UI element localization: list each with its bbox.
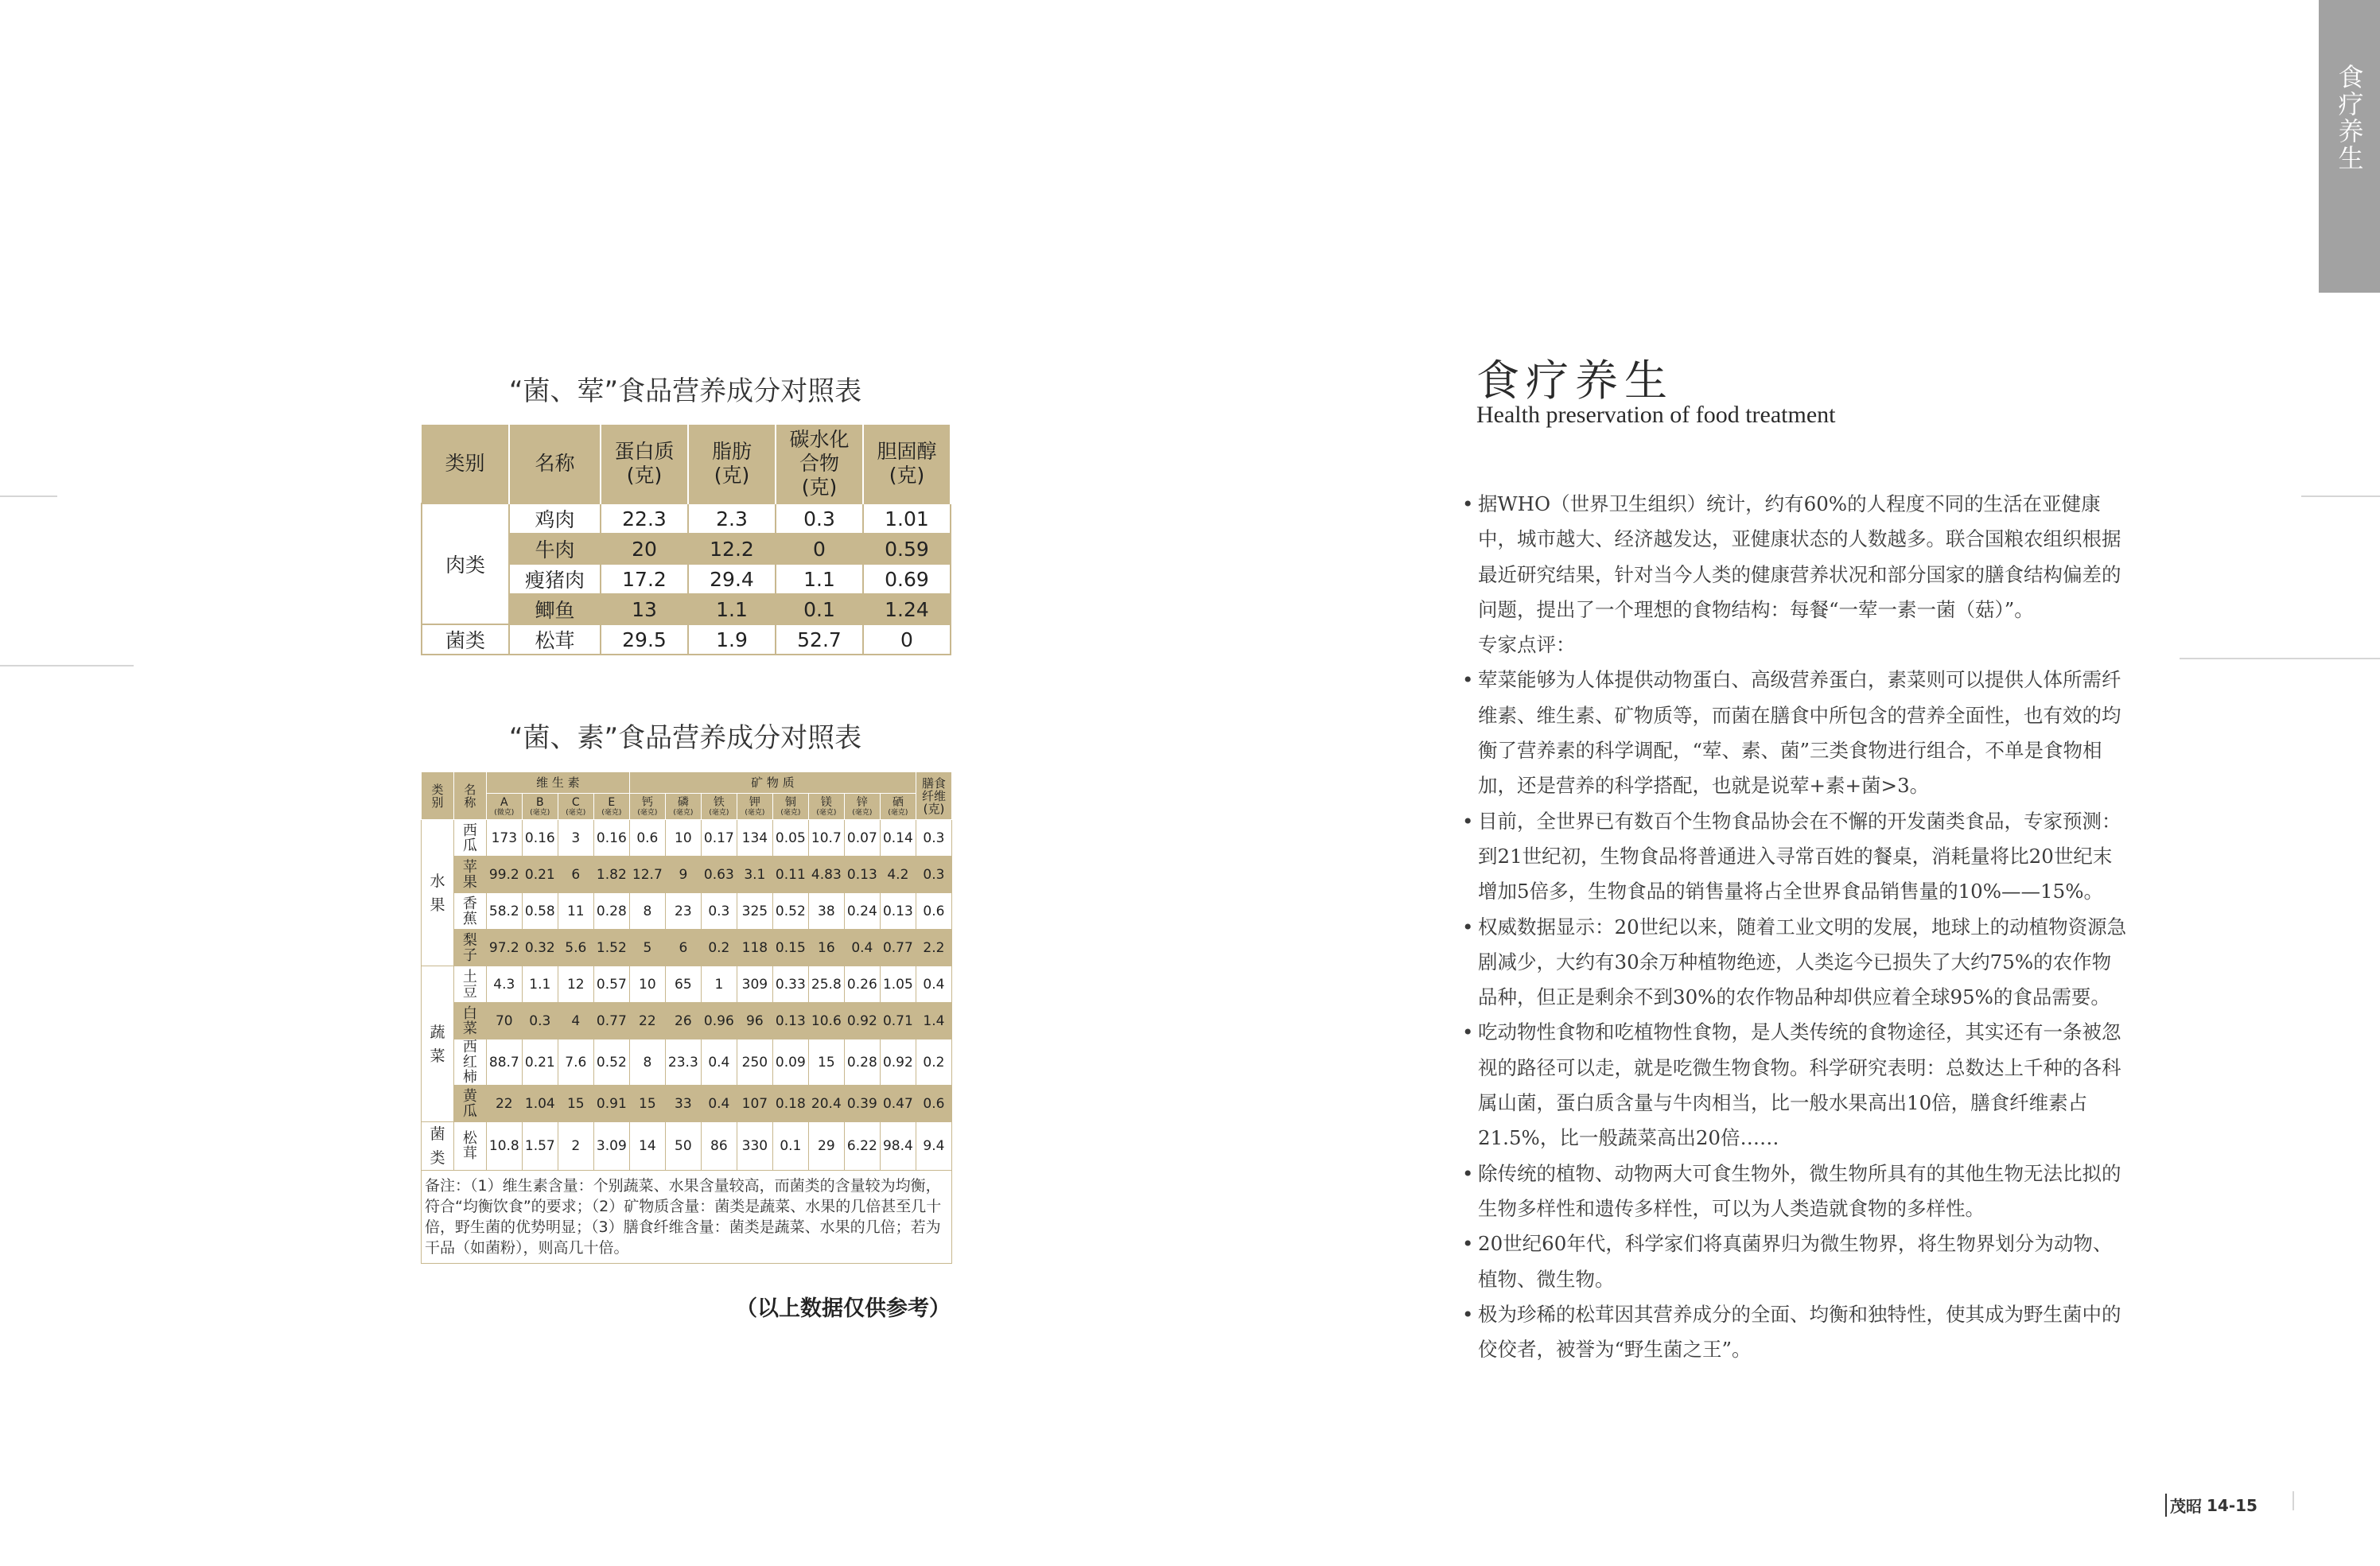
table2-value: 25.8 [808,966,844,1003]
table2-value: 0.6 [629,820,665,857]
table2-subheader [665,794,701,820]
table2-value: 0.6 [916,893,951,930]
table2-value: 4.3 [486,966,522,1003]
table2-subheader-label: B [536,795,544,809]
table1-value: 20 [601,534,688,564]
table2-value: 9 [665,857,701,893]
table2-subheader-label: 锌 [856,795,868,809]
table2-value: 0.39 [844,1086,880,1122]
table2-header-vitamin: 维 生 素 [486,772,629,794]
table2-value: 6 [665,930,701,966]
table2-subheader [522,794,558,820]
table2-subheader-label: 镁 [820,795,832,809]
table2-value: 0.33 [772,966,808,1003]
table2-value: 0.24 [844,893,880,930]
table1-header: 蛋白质 (克) [601,425,688,503]
table2-value: 10.8 [486,1122,522,1171]
table-row [422,966,952,1003]
crop-mark [2292,1491,2294,1510]
table2-value: 118 [737,930,772,966]
table2-subheader-unit: (毫克) [566,808,586,817]
table2-value: 0.52 [772,893,808,930]
table-row [422,1003,952,1039]
section-tab-label: 食疗养生 [2334,64,2365,172]
table2-subheader-label: 铁 [713,795,725,809]
table2-name: 西 瓜 [453,820,486,857]
table1-value: 2.3 [688,503,776,534]
table2-subheader [808,794,844,820]
table2-value: 0.57 [593,966,629,1003]
table2-value: 0.47 [880,1086,916,1122]
table1-header: 碳水化 合物 (克) [776,425,863,503]
table2-value: 0.28 [593,893,629,930]
table2-value: 0.91 [593,1086,629,1122]
table2-name: 香 蕉 [453,893,486,930]
table2-value: 4.83 [808,857,844,893]
table2-title: “菌、素”食品营养成分对照表 [508,722,862,754]
table2-value: 23.3 [665,1039,701,1086]
table2-value: 12 [558,966,593,1003]
table1-header: 胆固醇 (克) [863,425,951,503]
table2-subheader-label: E [608,795,616,809]
table-row [422,930,952,966]
article-body [1462,487,2130,1367]
table2-header-fiber: 膳食 纤维 (克) [916,772,951,820]
table1-value: 0 [776,534,863,564]
table2-value: 10 [665,820,701,857]
table2-value: 98.4 [880,1122,916,1171]
reference-note: （以上数据仅供参考） [736,1296,951,1321]
table2-value: 11 [558,893,593,930]
table2-value: 0.16 [522,820,558,857]
table2-value: 0.2 [701,930,737,966]
table2-value: 8 [629,893,665,930]
table2-subheader-label: 钾 [749,795,760,809]
table2-value: 0.3 [522,1003,558,1039]
table-row [422,1086,952,1122]
table2-value: 1 [701,966,737,1003]
table1-name: 松茸 [509,624,601,655]
table2-value: 10.7 [808,820,844,857]
table2-value: 26 [665,1003,701,1039]
table2-value: 3 [558,820,593,857]
crop-mark [2301,495,2380,497]
table2-subheader [737,794,772,820]
table2-value: 15 [808,1039,844,1086]
table2-value: 0.32 [522,930,558,966]
table2-subheader-unit: (毫克) [888,808,908,817]
table2-value: 330 [737,1122,772,1171]
table1-value: 1.24 [863,594,951,624]
crop-mark [0,495,57,497]
table2-value: 9.4 [916,1122,951,1171]
table2-subheader-label: 硒 [892,795,904,809]
table2-value: 0.2 [916,1039,951,1086]
table1-name: 鲫鱼 [509,594,601,624]
table1-value: 0.1 [776,594,863,624]
article-paragraph: • 极为珍稀的松茸因其营养成分的全面、均衡和独特性，使其成为野生菌中的佼佼者，被誉为“野生菌之王”。 [1462,1297,2130,1368]
table-row [422,1122,952,1171]
table2-value: 6 [558,857,593,893]
table2-value: 1.1 [522,966,558,1003]
table1-name: 瘦猪肉 [509,564,601,594]
table1-value: 1.1 [776,564,863,594]
table2-subheader [486,794,522,820]
table2-subheader-label: 铜 [784,795,796,809]
table2-value: 1.4 [916,1003,951,1039]
table2-value: 33 [665,1086,701,1122]
table2-subheader [844,794,880,820]
meat-mushroom-nutrition-table [421,425,951,655]
table2-value: 65 [665,966,701,1003]
table2-value: 16 [808,930,844,966]
crop-mark [2180,658,2380,659]
table2-category: 水 果 [422,820,454,966]
table2-subheader [772,794,808,820]
table2-value: 86 [701,1122,737,1171]
table1-value: 0.59 [863,534,951,564]
table1-value: 0 [863,624,951,655]
table2-value: 0.96 [701,1003,737,1039]
article-paragraph: • 目前，全世界已有数百个生物食品协会在不懈的开发菌类食品，专家预测：到21世纪初，生物食品将普通进入寻常百姓的餐桌，消耗量将比20世纪末增加5倍多，生物食品的销售量将占全世界食品销售量的10%——15%。 [1462,804,2130,910]
table2-subheader-unit: (毫克) [780,808,801,817]
table2-subheader-label: C [571,795,580,809]
table2-value: 3.1 [737,857,772,893]
table2-value: 0.4 [844,930,880,966]
article-paragraph: • 除传统的植物、动物两大可食生物外，微生物所具有的其他生物无法比拟的生物多样性和遗传多样性，可以为人类造就食物的多样性。 [1462,1156,2130,1227]
table2-value: 6.22 [844,1122,880,1171]
table2-value: 0.15 [772,930,808,966]
table2-value: 0.13 [772,1003,808,1039]
table2-value: 0.21 [522,1039,558,1086]
table2-header-name: 名 称 [453,772,486,820]
table2-value: 1.05 [880,966,916,1003]
table2-value: 0.11 [772,857,808,893]
table1-value: 0.69 [863,564,951,594]
table2-header-mineral: 矿 物 质 [629,772,916,794]
table2-value: 1.57 [522,1122,558,1171]
table1-category: 菌类 [422,624,509,655]
table2-name: 苹 果 [453,857,486,893]
table1-header: 类别 [422,425,509,503]
table2-value: 0.3 [916,820,951,857]
table2-value: 0.92 [880,1039,916,1086]
table2-name: 白 菜 [453,1003,486,1039]
table2-value: 107 [737,1086,772,1122]
table1-name: 鸡肉 [509,503,601,534]
table2-value: 0.07 [844,820,880,857]
table1-value: 52.7 [776,624,863,655]
table2-value: 14 [629,1122,665,1171]
table1-header: 名称 [509,425,601,503]
table1-value: 17.2 [601,564,688,594]
table-row [422,1039,952,1086]
table2-value: 1.52 [593,930,629,966]
vegetable-mushroom-nutrition-table [421,771,952,1264]
table2-value: 0.18 [772,1086,808,1122]
table-row [422,503,951,534]
table2-value: 12.7 [629,857,665,893]
table2-value: 3.09 [593,1122,629,1171]
article-title: 食疗养生 [1476,356,1674,406]
table1-value: 1.9 [688,624,776,655]
table2-value: 0.77 [593,1003,629,1039]
table2-value: 0.63 [701,857,737,893]
table1-category: 肉类 [422,503,509,624]
table2-value: 8 [629,1039,665,1086]
table2-value: 5.6 [558,930,593,966]
table2-subheader-unit: (微克) [494,808,515,817]
table2-value: 58.2 [486,893,522,930]
table2-name: 土 豆 [453,966,486,1003]
table2-value: 0.58 [522,893,558,930]
table2-value: 10.6 [808,1003,844,1039]
table2-subheader [629,794,665,820]
table2-subheader [558,794,593,820]
table2-subheader [880,794,916,820]
table2-value: 97.2 [486,930,522,966]
table2-subheader-label: A [500,795,508,809]
table2-subheader-label: 钙 [641,795,653,809]
table2-category: 菌 类 [422,1122,454,1171]
table-row [422,857,952,893]
table1-value: 22.3 [601,503,688,534]
table2-value: 0.14 [880,820,916,857]
table2-value: 0.1 [772,1122,808,1171]
table2-value: 99.2 [486,857,522,893]
table2-subheader-unit: (毫克) [673,808,694,817]
table2-name: 松 茸 [453,1122,486,1171]
table2-value: 0.09 [772,1039,808,1086]
article-paragraph: • 荤菜能够为人体提供动物蛋白、高级营养蛋白，素菜则可以提供人体所需纤维素、维生素、矿物质等，而菌在膳食中所包含的营养全面性，也有效的均衡了营养素的科学调配，“荤、素、菌”三类食物进行组合，不单是食物相加，还是营养的科学搭配，也就是说荤+素+菌>3。 [1462,663,2130,803]
table-row [422,820,952,857]
table2-value: 0.21 [522,857,558,893]
table2-value: 0.17 [701,820,737,857]
table2-value: 0.92 [844,1003,880,1039]
table2-value: 0.13 [844,857,880,893]
table1-value: 12.2 [688,534,776,564]
table2-value: 0.4 [701,1086,737,1122]
table2-value: 2 [558,1122,593,1171]
table1-value: 29.5 [601,624,688,655]
table2-value: 15 [558,1086,593,1122]
table2-value: 23 [665,893,701,930]
table2-value: 70 [486,1003,522,1039]
crop-mark [0,665,134,666]
table2-subheader-unit: (毫克) [601,808,622,817]
table2-subheader-unit: (毫克) [709,808,729,817]
table2-value: 250 [737,1039,772,1086]
table2-header-category: 类 别 [422,772,454,820]
table2-value: 96 [737,1003,772,1039]
table2-value: 0.4 [916,966,951,1003]
table1-value: 1.01 [863,503,951,534]
table2-value: 0.26 [844,966,880,1003]
table2-value: 325 [737,893,772,930]
table1-value: 13 [601,594,688,624]
table2-value: 0.16 [593,820,629,857]
table2-value: 88.7 [486,1039,522,1086]
table2-subheader-unit: (毫克) [637,808,658,817]
table2-subheader-label: 磷 [677,795,689,809]
section-tab [2319,0,2380,293]
table2-value: 10 [629,966,665,1003]
expert-comment-label: 专家点评： [1478,633,1576,657]
table-row [422,624,951,655]
table-row [422,893,952,930]
table2-note: 备注：（1）维生素含量：个别蔬菜、水果含量较高，而菌类的含量较为均衡，符合“均衡饮食”的要求；（2）矿物质含量：菌类是蔬菜、水果的几倍甚至几十倍，野生菌的优势明显；（3）膳食纤维含量：菌类是蔬菜、水果的几倍；若为干品（如菌粉），则高几十倍。 [422,1171,952,1264]
table1-header: 脂肪 (克) [688,425,776,503]
page-numbers: 14-15 [2207,1495,2258,1515]
table2-value: 309 [737,966,772,1003]
table2-subheader-unit: (毫克) [816,808,837,817]
table2-value: 1.82 [593,857,629,893]
table1-value: 1.1 [688,594,776,624]
table2-value: 7.6 [558,1039,593,1086]
table1-name: 牛肉 [509,534,601,564]
article-paragraph: • 20世纪60年代，科学家们将真菌界归为微生物界，将生物界划分为动物、植物、微生物。 [1462,1226,2130,1297]
table2-value: 38 [808,893,844,930]
table2-value: 0.4 [701,1039,737,1086]
table2-value: 0.05 [772,820,808,857]
table2-value: 134 [737,820,772,857]
article-subtitle: Health preservation of food treatment [1476,402,1836,428]
table2-value: 50 [665,1122,701,1171]
table2-category: 蔬 菜 [422,966,454,1122]
table2-value: 4.2 [880,857,916,893]
table2-value: 0.3 [701,893,737,930]
table1-value: 0.3 [776,503,863,534]
table2-value: 29 [808,1122,844,1171]
table1-value: 29.4 [688,564,776,594]
table2-value: 0.13 [880,893,916,930]
table-note-row [422,1171,952,1264]
table2-subheader-unit: (毫克) [745,808,765,817]
table2-value: 2.2 [916,930,951,966]
table2-name: 西 红 柿 [453,1039,486,1086]
table2-value: 20.4 [808,1086,844,1122]
brand-mark: 茂昭 [2165,1494,2202,1517]
table2-name: 黄 瓜 [453,1086,486,1122]
table2-name: 梨 子 [453,930,486,966]
article-paragraph: • 权威数据显示：20世纪以来，随着工业文明的发展，地球上的动植物资源急剧减少，大约有30余万种植物绝迹，人类迄今已损失了大约75%的农作物品种，但正是剩余不到30%的农作物品种却供应着全球95%的食品需要。 [1462,910,2130,1016]
table2-value: 5 [629,930,665,966]
table2-value: 0.28 [844,1039,880,1086]
table2-subheader-unit: (毫克) [852,808,873,817]
table2-value: 173 [486,820,522,857]
table2-subheader [593,794,629,820]
table2-value: 4 [558,1003,593,1039]
table2-value: 0.77 [880,930,916,966]
table2-value: 15 [629,1086,665,1122]
table2-value: 22 [629,1003,665,1039]
page-folio [2165,1494,2258,1517]
table2-value: 22 [486,1086,522,1122]
table2-value: 1.04 [522,1086,558,1122]
table2-value: 0.6 [916,1086,951,1122]
table2-value: 0.52 [593,1039,629,1086]
table2-value: 0.3 [916,857,951,893]
table1-title: “菌、荤”食品营养成分对照表 [508,375,862,407]
table2-subheader [701,794,737,820]
table2-subheader-unit: (毫克) [530,808,550,817]
table2-value: 0.71 [880,1003,916,1039]
article-paragraph: • 据WHO（世界卫生组织）统计，约有60%的人程度不同的生活在亚健康中，城市越大、经济越发达，亚健康状态的人数越多。联合国粮农组织根据最近研究结果，针对当今人类的健康营养状况和部分国家的膳食结构偏差的问题，提出了一个理想的食物结构：每餐“一荤一素一菌（菇）”。 [1462,487,2130,628]
article-paragraph: • 吃动物性食物和吃植物性食物，是人类传统的食物途径，其实还有一条被忽视的路径可以走，就是吃微生物食物。科学研究表明：总数达上千种的各科属山菌，蛋白质含量与牛肉相当，比一般水果高出10倍，膳食纤维素占21.5%，比一般蔬菜高出20倍…… [1462,1015,2130,1156]
